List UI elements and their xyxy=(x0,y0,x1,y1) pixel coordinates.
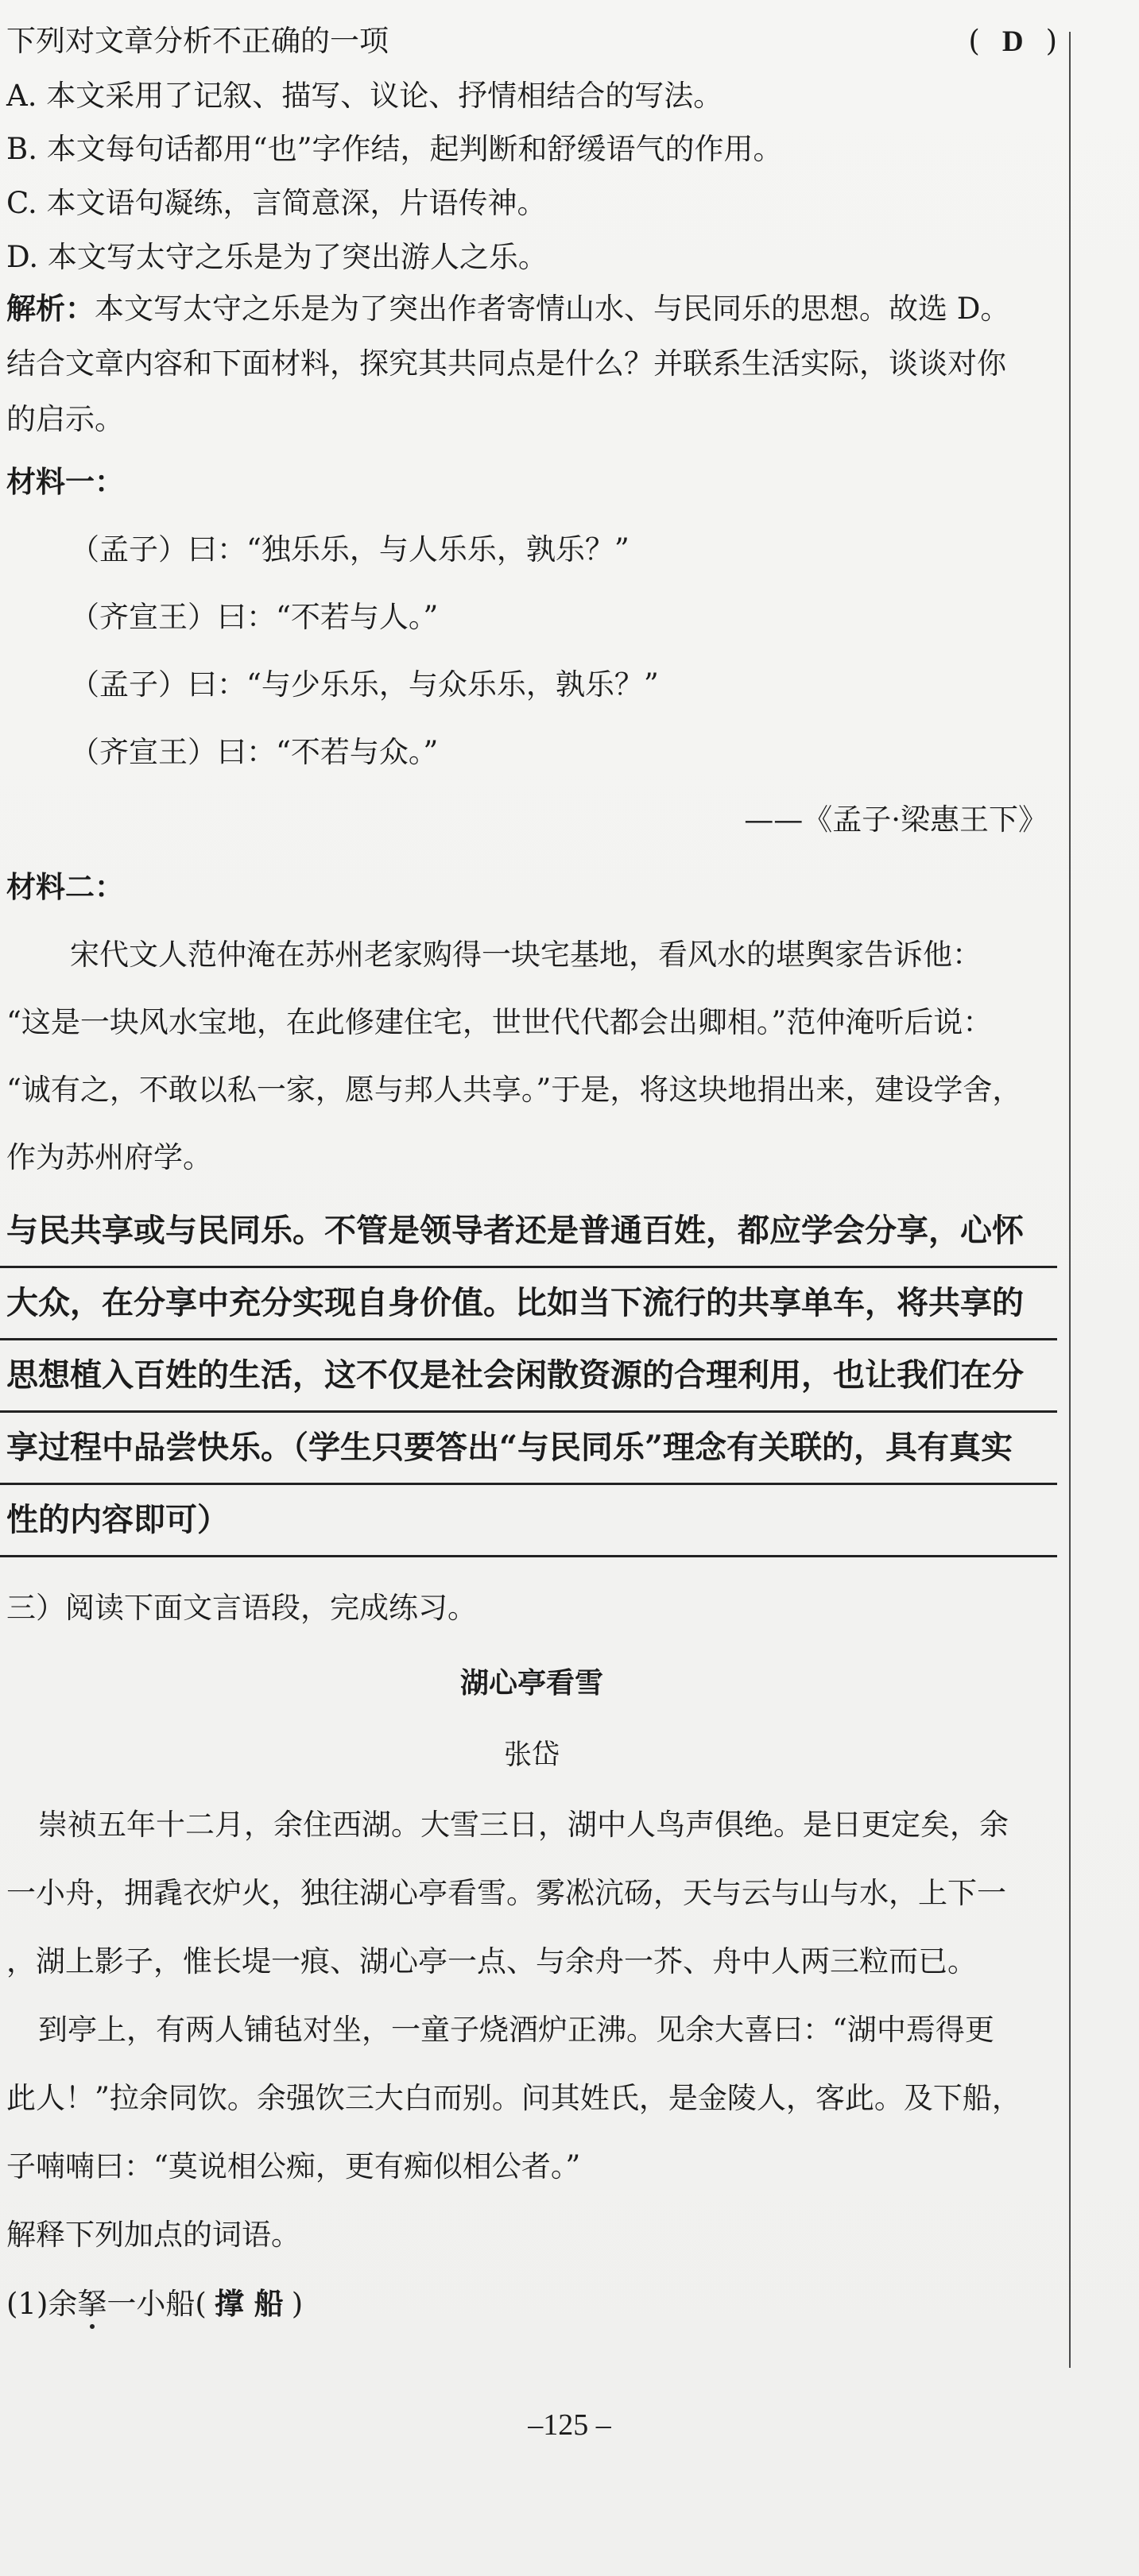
question-stem-row xyxy=(0,24,1057,60)
item1-close: ) xyxy=(291,2286,304,2321)
material2-line-1: 宋代文人范仲淹在苏州老家购得一块宅基地，看风水的堪舆家告诉他： xyxy=(70,937,982,972)
answer-line-4: 享过程中品尝快乐。（学生只要答出“与民同乐”理念有关联的，具有真实 xyxy=(0,1413,1057,1485)
material2-line-4: 作为苏州府学。 xyxy=(6,1139,212,1174)
answer-bracket xyxy=(968,24,1057,60)
answer-line-3: 思想植入百姓的生活，这不仅是社会闲散资源的合理利用，也让我们在分 xyxy=(0,1340,1057,1413)
item1-rest: 一小船( xyxy=(107,2286,207,2321)
option-a: A. 本文采用了记叙、描写、议论、抒情相结合的写法。 xyxy=(6,78,723,113)
material2-label: 材料二： xyxy=(6,868,124,904)
material2-line-2: “这是一块风水宝地，在此修建住宅，世世代代都会出卿相。”范仲淹听后说： xyxy=(6,1004,993,1039)
material1-label: 材料一： xyxy=(6,463,124,499)
inquiry-prompt xyxy=(0,336,1057,448)
option-b: B. 本文每句话都用“也”字作结，起判断和舒缓语气的作用。 xyxy=(6,132,783,167)
sub-question: 解释下列加点的词语。 xyxy=(6,2217,300,2252)
inquiry-prompt-line1: 结合文章内容和下面材料，探究其共同点是什么？并联系生活实际，谈谈对你 xyxy=(6,346,1006,381)
material2-text xyxy=(0,921,1057,1191)
item1-answer: 撑 船 xyxy=(214,2285,284,2321)
page-number: –125 – xyxy=(528,2408,611,2442)
question-stem: 下列对文章分析不正确的一项 xyxy=(6,24,389,58)
column-divider xyxy=(1069,32,1071,2368)
dialog-line-4: （齐宣王）曰：“不若与众。” xyxy=(70,734,439,769)
dialog-line-1: （孟子）曰：“独乐乐，与人乐乐，孰乐？” xyxy=(70,532,630,567)
analysis-text: 本文写太守之乐是为了突出作者寄情山水、与民同乐的思想。故选 D。 xyxy=(95,292,1010,327)
inquiry-answer xyxy=(0,1196,1057,1557)
material1-source: ——《孟子·梁惠王下》 xyxy=(744,802,1048,837)
analysis-label: 解析： xyxy=(6,291,95,327)
dialog-line-2: （齐宣王）曰：“不若与人。” xyxy=(70,599,439,634)
dialog-line-3: （孟子）曰：“与少乐乐，与众乐乐，孰乐？” xyxy=(70,667,659,702)
answer-line-1: 与民共享或与民同乐。不管是领导者还是普通百姓，都应学会分享，心怀 xyxy=(0,1196,1057,1268)
material2-line-3: “诚有之，不敢以私一家，愿与邦人共享。”于是，将这块地捐出来，建设学舍， xyxy=(6,1072,1022,1107)
sub-item-1 xyxy=(0,2269,1057,2338)
passage-line-5: 此人！”拉余同饮。余强饮三大白而别。问其姓氏，是金陵人，客此。及下船， xyxy=(6,2080,1021,2115)
answer-open-paren: ( xyxy=(968,24,980,58)
inquiry-prompt-line2: 的启示。 xyxy=(6,402,124,437)
passage-body xyxy=(0,1791,1057,2338)
passage-title: 湖心亭看雪 xyxy=(459,1666,603,1700)
item1-prefix: (1)余 xyxy=(6,2286,78,2321)
option-d: D. 本文写太守之乐是为了突出游人之乐。 xyxy=(6,239,548,274)
analysis xyxy=(0,292,1057,327)
passage-author: 张岱 xyxy=(503,1739,560,1771)
left-column xyxy=(0,24,1057,2338)
answer-line-2: 大众，在分享中充分实现自身价值。比如当下流行的共享单车，将共享的 xyxy=(0,1268,1057,1340)
passage-line-4: 到亭上，有两人铺毡对坐，一童子烧酒炉正沸。见余大喜曰：“湖中焉得更 xyxy=(38,2012,994,2047)
item1-dotted-char: 拏 xyxy=(77,2286,107,2321)
passage-line-2: 一小舟，拥毳衣炉火，独往湖心亭看雪。雾凇沆砀，天与云与山与水，上下一 xyxy=(6,1875,1006,1910)
passage-line-6: 子喃喃曰：“莫说相公痴，更有痴似相公者。” xyxy=(6,2149,581,2183)
option-c: C. 本文语句凝练，言简意深，片语传神。 xyxy=(6,185,547,220)
answer-line-5: 性的内容即可） xyxy=(0,1485,1057,1557)
passage-line-1: 崇祯五年十二月，余住西湖。大雪三日，湖中人鸟声俱绝。是日更定矣，余 xyxy=(38,1807,1009,1842)
answer-close-paren: ) xyxy=(1045,24,1057,58)
passage-line-3: ，湖上影子，惟长堤一痕、湖心亭一点、与余舟一芥、舟中人两三粒而已。 xyxy=(6,1944,977,1978)
section3-heading: 三）阅读下面文言语段，完成练习。 xyxy=(6,1590,477,1625)
material1-dialog xyxy=(0,516,1057,786)
answer-letter: D xyxy=(1001,25,1024,58)
